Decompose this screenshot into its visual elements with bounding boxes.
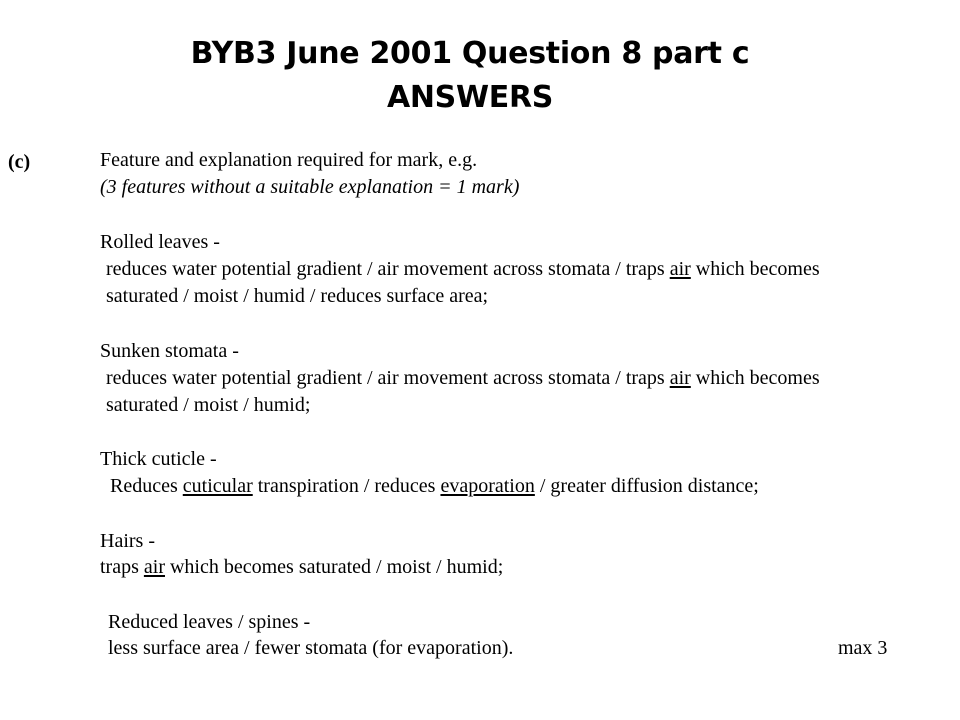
explanation-sunken-stomata-line2: saturated / moist / humid; [106,394,311,416]
explanation-hairs: traps air which becomes saturated / moist / humid; [100,556,504,578]
explanation-rolled-leaves-line2: saturated / moist / humid / reduces surface area; [106,285,489,307]
feature-heading-sunken-stomata: Sunken stomata - [100,340,239,362]
intro-text: Feature and explanation required for mark, e.g. [100,149,478,171]
max-marks: max 3 [838,637,888,659]
page-subtitle: ANSWERS [386,80,554,115]
explanation-rolled-leaves-line1: reduces water potential gradient / air movement across stomata / traps air which becomes [106,258,820,280]
explanation-thick-cuticle: Reduces cuticular transpiration / reduces evaporation / greater diffusion distance; [110,475,759,497]
explanation-sunken-stomata-line1: reduces water potential gradient / air movement across stomata / traps air which becomes [106,367,820,389]
part-label: (c) [8,151,31,173]
page-title: BYB3 June 2001 Question 8 part c [190,36,750,71]
feature-heading-hairs: Hairs - [100,530,155,552]
feature-heading-rolled-leaves: Rolled leaves - [100,231,220,253]
feature-heading-reduced-leaves: Reduced leaves / spines - [108,611,311,633]
explanation-reduced-leaves: less surface area / fewer stomata (for evaporation). [108,637,514,659]
marking-note: (3 features without a suitable explanation = 1 mark) [100,176,520,198]
feature-heading-thick-cuticle: Thick cuticle - [100,448,217,470]
